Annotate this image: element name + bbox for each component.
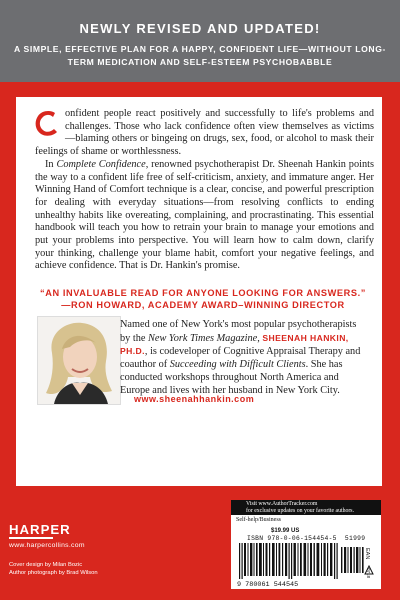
category-label: Self-help/Business [236, 517, 281, 523]
side-code: 0718 [366, 568, 371, 579]
isbn-addon: 51999 [344, 535, 366, 542]
description-text [35, 108, 374, 273]
ean-label: EAN [364, 548, 370, 560]
bio-author-name: SHEENAH HANKIN, PH.D. [120, 332, 349, 357]
headline: NEWLY REVISED AND UPDATED! [79, 21, 321, 36]
tracker-line-1: Visit www.AuthorTracker.com [246, 501, 318, 507]
isbn-label [247, 535, 365, 542]
header-band [0, 0, 400, 82]
harper-logo: HARPER [9, 522, 71, 537]
content-panel [16, 97, 382, 486]
authortracker-banner [231, 500, 381, 515]
barcode-icon [237, 543, 365, 587]
author-bio [120, 319, 366, 397]
bio-magazine: New York Times Magazine [148, 332, 258, 344]
bio-text-2: , [257, 332, 263, 344]
author-website[interactable]: www.sheenahhankin.com [134, 394, 255, 404]
bio-book: Succeeding with Difficult Clients [169, 359, 306, 371]
photo-credit: Author photograph by Brad Wilson [9, 569, 98, 576]
p2-text-a: In [45, 158, 57, 170]
price-label: $19.99 US [271, 528, 300, 534]
bio-text-1: Named one of New York's most popular psychotherapists by the [120, 319, 357, 344]
bio-text-4: . She has conducted workshops throughout North America and Europe and lives with her husband in New York City. [120, 359, 343, 396]
cover-credit: Cover design by Milan Bozic [9, 562, 83, 568]
book-title: Complete Confidence [56, 158, 146, 170]
intro-paragraph-2 [35, 159, 374, 273]
logo-rule [9, 537, 53, 539]
credits [9, 562, 98, 577]
publisher-url[interactable]: www.harpercollins.com [9, 542, 85, 549]
dropcap-c-icon [33, 109, 61, 137]
author-portrait-image [38, 317, 120, 404]
dropcap [33, 109, 61, 137]
subheadline: A SIMPLE, EFFECTIVE PLAN FOR A HAPPY, CONFIDENT LIFE—WITHOUT LONG-TERM MEDICATION AND SELF-ESTEEM PSYCHOBABBLE [14, 44, 386, 67]
isbn-number: ISBN 978-0-06-154454-5 [247, 535, 337, 542]
barcode-digits: 9 780061 544545 [237, 581, 299, 587]
quote-text: “AN INVALUABLE READ FOR ANYONE LOOKING FOR ANSWERS.” [40, 288, 366, 298]
quote-attribution: —RON HOWARD, ACADEMY AWARD–WINNING DIRECTOR [61, 300, 345, 310]
p2-text-b: , renowned psychotherapist Dr. Sheenah Hankin points the way to a confident life free of self-criticism, anxiety, and immature anger. Her Winning Hand of Comfort technique is a clear, concise, and powerful prescription for dealing with everyday situations—from resolving conflicts to ending unhealthy habits like overeating, complaining, and procrastinating. This essential handbook will teach you how to retrain your brain to manage your emotions and put your problems into perspective. You will learn how to calm down, clarify your thinking, challenge your blame habit, comfort your negative feelings, and achieve confidence. That is Dr. Hankin's promise. [35, 158, 374, 272]
author-photo [37, 316, 121, 405]
bio-text-3: , is codeveloper of Cognitive Appraisal Therapy and coauthor of [120, 346, 361, 371]
barcode-panel [231, 500, 381, 589]
tracker-line-2: for exclusive updates on your favorite authors. [246, 508, 355, 514]
intro-paragraph-1: onfident people react positively and successfully to life's problems and challenges. Those who lack confidence often view themselves as victims—blaming others or bingeing on drugs, sex, food, or alcohol to mask their feelings of shame or worthlessness. [35, 108, 374, 158]
endorsement-quote [38, 287, 368, 311]
